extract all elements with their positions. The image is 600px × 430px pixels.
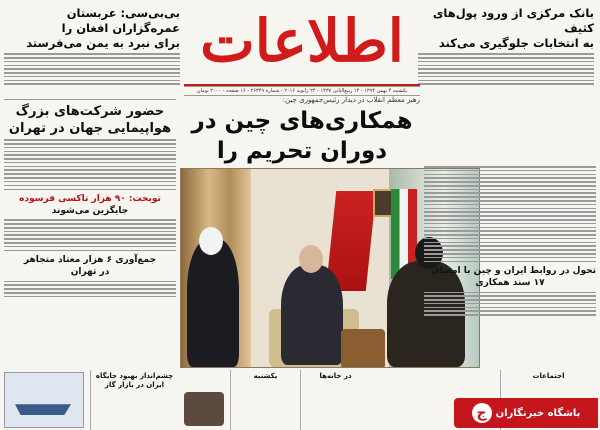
left-top-headline-1: بی‌بی‌سی: عربستان عمره‌گزاران افغان را bbox=[61, 6, 180, 35]
bottom-cell-2 bbox=[230, 370, 300, 430]
left-top-story bbox=[4, 6, 180, 87]
bottom-cell-4-title: اجتماعات bbox=[532, 372, 565, 380]
taxi-headline-2: جایگزین می‌شوند bbox=[51, 206, 129, 217]
divider bbox=[424, 261, 596, 262]
china-relations-text bbox=[424, 292, 596, 316]
advertisement bbox=[4, 372, 84, 428]
addicts-headline-2: در تهران bbox=[70, 267, 110, 278]
photo-portrait bbox=[373, 189, 393, 217]
bottom-cell-3 bbox=[300, 370, 370, 430]
masthead bbox=[182, 6, 422, 84]
airlines-headline-2: هواپیمایی جهان در تهران bbox=[8, 121, 172, 136]
bottom-cell-gas-title: چشم‌انداز بهبود جایگاه ایران در بازار گاز bbox=[95, 372, 174, 389]
yjc-logo-icon: ج bbox=[472, 403, 492, 423]
newspaper-logo: اطلاعات bbox=[200, 7, 404, 75]
right-top-headline-2: به انتخابات جلوگیری می‌کند bbox=[438, 36, 594, 50]
addicts-text bbox=[4, 281, 176, 298]
bottom-cell-2-title: یکشنبه bbox=[253, 372, 278, 380]
china-relations-headline-2: ۱۷ سند همکاری bbox=[475, 278, 545, 289]
right-top-text bbox=[418, 53, 594, 85]
left-top-text bbox=[4, 53, 180, 85]
bottom-portrait bbox=[184, 392, 224, 426]
dateline: یکشنبه ۴ بهمن ۱۳۹۴ - ۱۴ ربیع‌الثانی ۱۴۳۷ - ۲۴ ژانویه ۲۰۱۶ - شماره ۲۶۳۴۹ - ۱۶ صفحه - ۲۰۰۰ تومان bbox=[184, 86, 420, 96]
china-relations-headline-1: تحول در روابط ایران و چین با امضای bbox=[431, 266, 596, 277]
taxi-headline-1: توبخت: ۹۰ هزار تاکسی فرسوده bbox=[19, 194, 161, 205]
photo-figure-center-head bbox=[299, 245, 323, 273]
left-column bbox=[4, 96, 176, 300]
airlines-text bbox=[4, 139, 176, 186]
right-column bbox=[424, 96, 596, 318]
right-top-story bbox=[418, 6, 594, 87]
photo-figure-left-head bbox=[199, 227, 223, 255]
bottom-cell-gas bbox=[90, 370, 178, 430]
addicts-headline-1: جمع‌آوری ۶ هزار معتاد متجاهر bbox=[23, 255, 157, 266]
yjc-badge-text: باشگاه خبرنگاران bbox=[495, 407, 581, 419]
masthead-rule bbox=[184, 84, 420, 86]
divider bbox=[4, 250, 176, 251]
taxi-text bbox=[4, 219, 176, 247]
airlines-headline-1: حضور شرکت‌های بزرگ bbox=[15, 104, 165, 119]
photo-figure-center bbox=[281, 265, 343, 365]
divider bbox=[4, 189, 176, 190]
main-kicker: رهبر معظم انقلاب در دیدار رئیس‌جمهوری چین: bbox=[282, 96, 420, 104]
yjc-badge bbox=[454, 398, 598, 428]
bottom-cell-3-title: در خانه‌ها bbox=[319, 372, 352, 380]
left-top-headline-2: برای نبرد به یمن می‌فرستد bbox=[26, 36, 180, 50]
right-column-text-1 bbox=[424, 166, 596, 258]
main-headline-1: همکاری‌های چین در دوران تحریم را bbox=[191, 108, 413, 164]
ship-icon bbox=[15, 397, 71, 415]
photo-figure-left bbox=[187, 239, 239, 367]
divider bbox=[4, 99, 176, 100]
photo-table bbox=[341, 329, 385, 368]
right-top-headline-1: بانک مرکزی از ورود پول‌های کثیف bbox=[432, 6, 594, 35]
